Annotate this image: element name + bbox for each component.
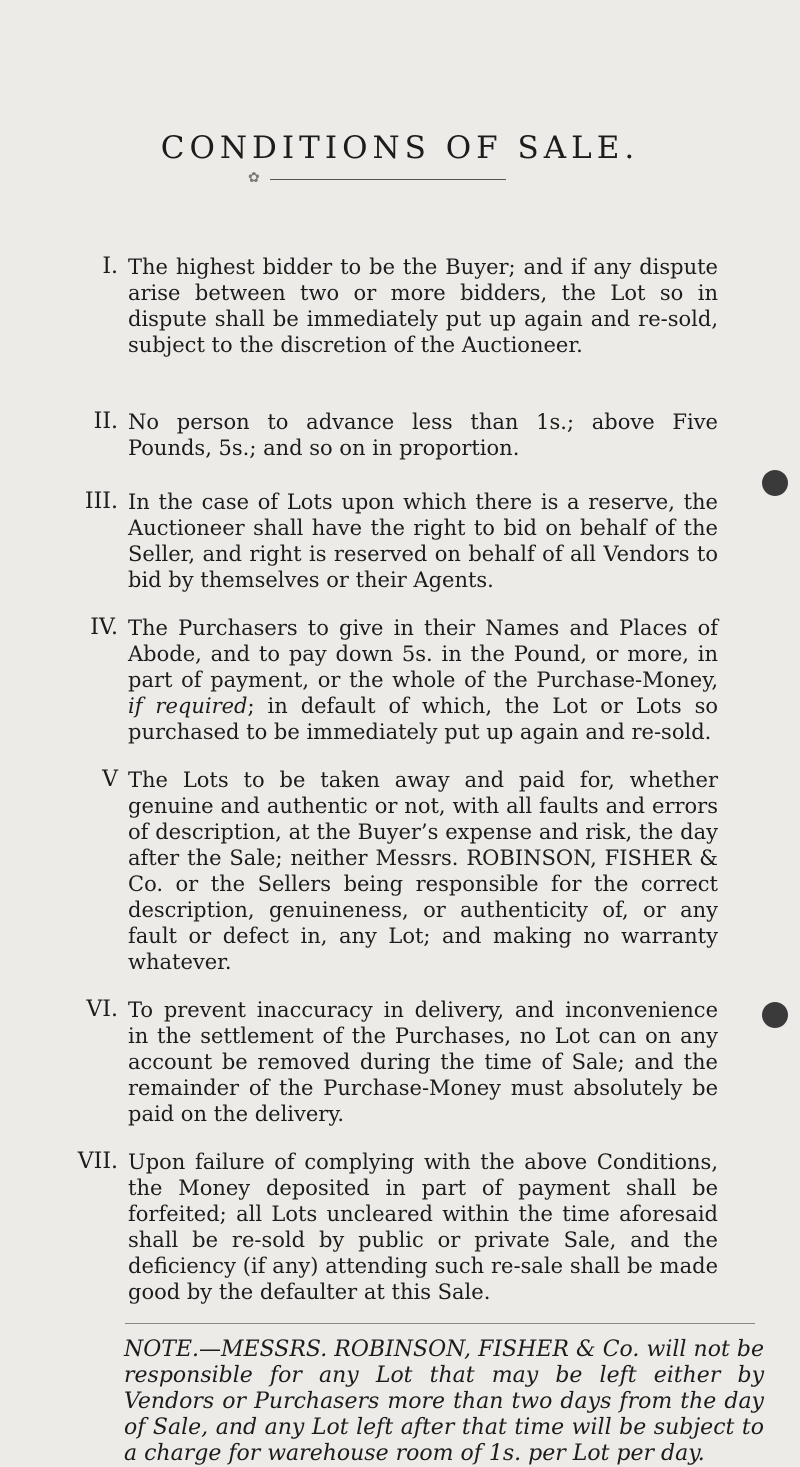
note-text: NOTE.—MESSRS. ROBINSON, FISHER & Co. will not be responsible for any Lot that may be left either by Vendors or Purchasers more than two days from the day of Sale, and any Lot left after that time will be subject to a charge for warehouse room of 1s. per Lot per day.	[124, 1337, 764, 1466]
condition-number: VII.	[77, 1149, 118, 1174]
condition-number: I.	[102, 254, 118, 279]
binding-hole	[762, 470, 788, 496]
condition-text-part: The Purchasers to give in their Names and Places of Abode, and to pay down 5s. in the Pound, or more, in part of payment, or the whole of the Purchase-Money,	[128, 616, 718, 692]
condition-number: V	[102, 767, 118, 792]
rule-line	[270, 179, 506, 180]
condition-number: IV.	[90, 615, 118, 640]
condition-number: II.	[93, 409, 118, 434]
title-rule	[248, 172, 508, 188]
page-title: CONDITIONS OF SALE.	[160, 130, 640, 166]
condition-number: VI.	[86, 997, 118, 1022]
binding-hole	[762, 1002, 788, 1028]
condition-text	[128, 615, 718, 745]
condition-text: In the case of Lots upon which there is a reserve, the Auctioneer shall have the right to bid on behalf of the Seller, and right is reserved on behalf of all Vendors to bid by themselves or their Agents.	[128, 490, 718, 592]
note-divider	[125, 1323, 755, 1324]
condition-text: The Lots to be taken away and paid for, whether genuine and authentic or not, with all faults and errors of description, at the Buyer’s expense and risk, the day after the Sale; neither Messrs. ROBINSON, FISHER & Co. or the Sellers being responsible for the correct description, genuineness, or authenticity of, or any fault or defect in, any Lot; and making no warranty whatever.	[128, 768, 718, 974]
ornament-icon: ✿	[248, 170, 260, 186]
condition-text: Upon failure of complying with the above Conditions, the Money deposited in part of payment shall be forfeited; all Lots uncleared within the time aforesaid shall be re-sold by public or private Sale, and the deficiency (if any) attending such re-sale shall be made good by the defaulter at this Sale.	[128, 1150, 718, 1304]
condition-number: III.	[84, 489, 118, 514]
condition-text-italic: if required	[128, 694, 248, 718]
condition-text-part: ; in default of which, the Lot or Lots so purchased to be immediately put up again and re-sold.	[128, 694, 719, 744]
condition-text: No person to advance less than 1s.; above Five Pounds, 5s.; and so on in proportion.	[128, 410, 718, 460]
condition-text: The highest bidder to be the Buyer; and if any dispute arise between two or more bidders, the Lot so in dispute shall be immediately put up again and re-sold, subject to the discretion of the Auctioneer.	[128, 255, 718, 357]
condition-text: To prevent inaccuracy in delivery, and inconvenience in the settlement of the Purchases, no Lot can on any account be removed during the time of Sale; and the remainder of the Purchase-Money must absolutely be paid on the delivery.	[128, 998, 718, 1126]
